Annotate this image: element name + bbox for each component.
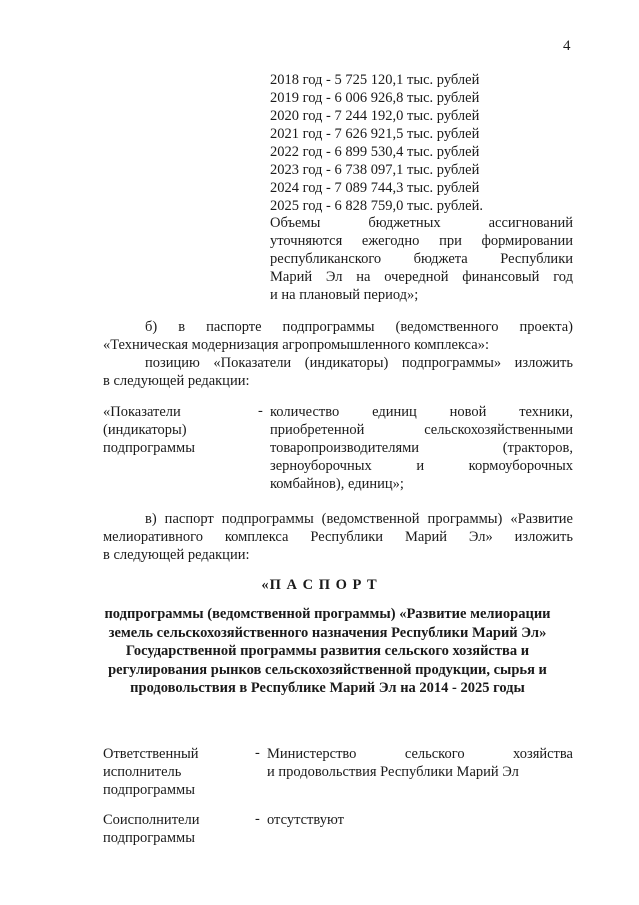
section-b-line: б) в паспорте подпрограммы (ведомственного проекта) (145, 319, 573, 335)
responsible-value-line: Министерство сельского хозяйства (267, 746, 573, 762)
indicators-text-line: зерноуборочных и кормоуборочных (270, 458, 573, 474)
budget-note-line: республиканского бюджета Республики (270, 251, 573, 267)
indicators-text-line: товаропроизводителями (тракторов, (270, 440, 573, 456)
budget-note-line: и на плановый период»; (270, 287, 419, 303)
section-b-line: «Техническая модернизация агропромышленного комплекса»: (103, 337, 489, 353)
section-v-line: в) паспорт подпрограммы (ведомственной программы) «Развитие (145, 511, 573, 527)
responsible-value-line: и продовольствия Республики Марий Эл (267, 764, 519, 780)
page-number: 4 (563, 38, 571, 54)
indicators-label: (индикаторы) (103, 422, 187, 438)
section-b-line: в следующей редакции: (103, 373, 250, 389)
financing-line-2019: 2019 год - 6 006 926,8 тыс. рублей (270, 90, 480, 106)
financing-line-2020: 2020 год - 7 244 192,0 тыс. рублей (270, 108, 480, 124)
budget-note-line: уточняются ежегодно при формировании (270, 233, 573, 249)
passport-title: «П А С П О Р Т (261, 577, 378, 593)
budget-note-line: Марий Эл на очередной финансовый год (270, 269, 573, 285)
coexecutors-label: Соисполнители подпрограммы (103, 812, 200, 846)
financing-line-2018: 2018 год - 5 725 120,1 тыс. рублей (270, 72, 480, 88)
coexecutors-value: отсутствуют (267, 812, 344, 828)
indicators-text-line: приобретенной сельскохозяйственными (270, 422, 573, 438)
financing-line-2024: 2024 год - 7 089 744,3 тыс. рублей (270, 180, 480, 196)
financing-line-2025: 2025 год - 6 828 759,0 тыс. рублей. (270, 198, 483, 214)
indicators-text-line: комбайнов), единиц»; (270, 476, 404, 492)
indicators-dash: - (258, 403, 263, 419)
financing-line-2021: 2021 год - 7 626 921,5 тыс. рублей (270, 126, 480, 142)
responsible-label: Ответственный исполнитель подпрограммы (103, 746, 199, 798)
indicators-label: «Показатели (103, 404, 181, 420)
section-v-line: мелиоративного комплекса Республики Марий Эл» изложить (103, 529, 573, 545)
passport-subtitle: подпрограммы (ведомственной программы) «Развитие мелиорации земель сельскохозяйственного назначения Республики Марий Эл» Государственной программы развития сельского хозяйства и регулирования рынков сельскохозяйственной продукции, сырья и продовольствия в Республике Марий Эл на 2014 - 2025 годы (104, 606, 551, 696)
indicators-text-line: количество единиц новой техники, (270, 404, 573, 420)
indicators-label: подпрограммы (103, 440, 195, 456)
section-b-line: позицию «Показатели (индикаторы) подпрограммы» изложить (145, 355, 573, 371)
financing-line-2023: 2023 год - 6 738 097,1 тыс. рублей (270, 162, 480, 178)
financing-line-2022: 2022 год - 6 899 530,4 тыс. рублей (270, 144, 480, 160)
coexecutors-dash: - (255, 811, 260, 827)
section-v-line: в следующей редакции: (103, 547, 250, 563)
responsible-dash: - (255, 745, 260, 761)
budget-note-line: Объемы бюджетных ассигнований (270, 215, 573, 231)
